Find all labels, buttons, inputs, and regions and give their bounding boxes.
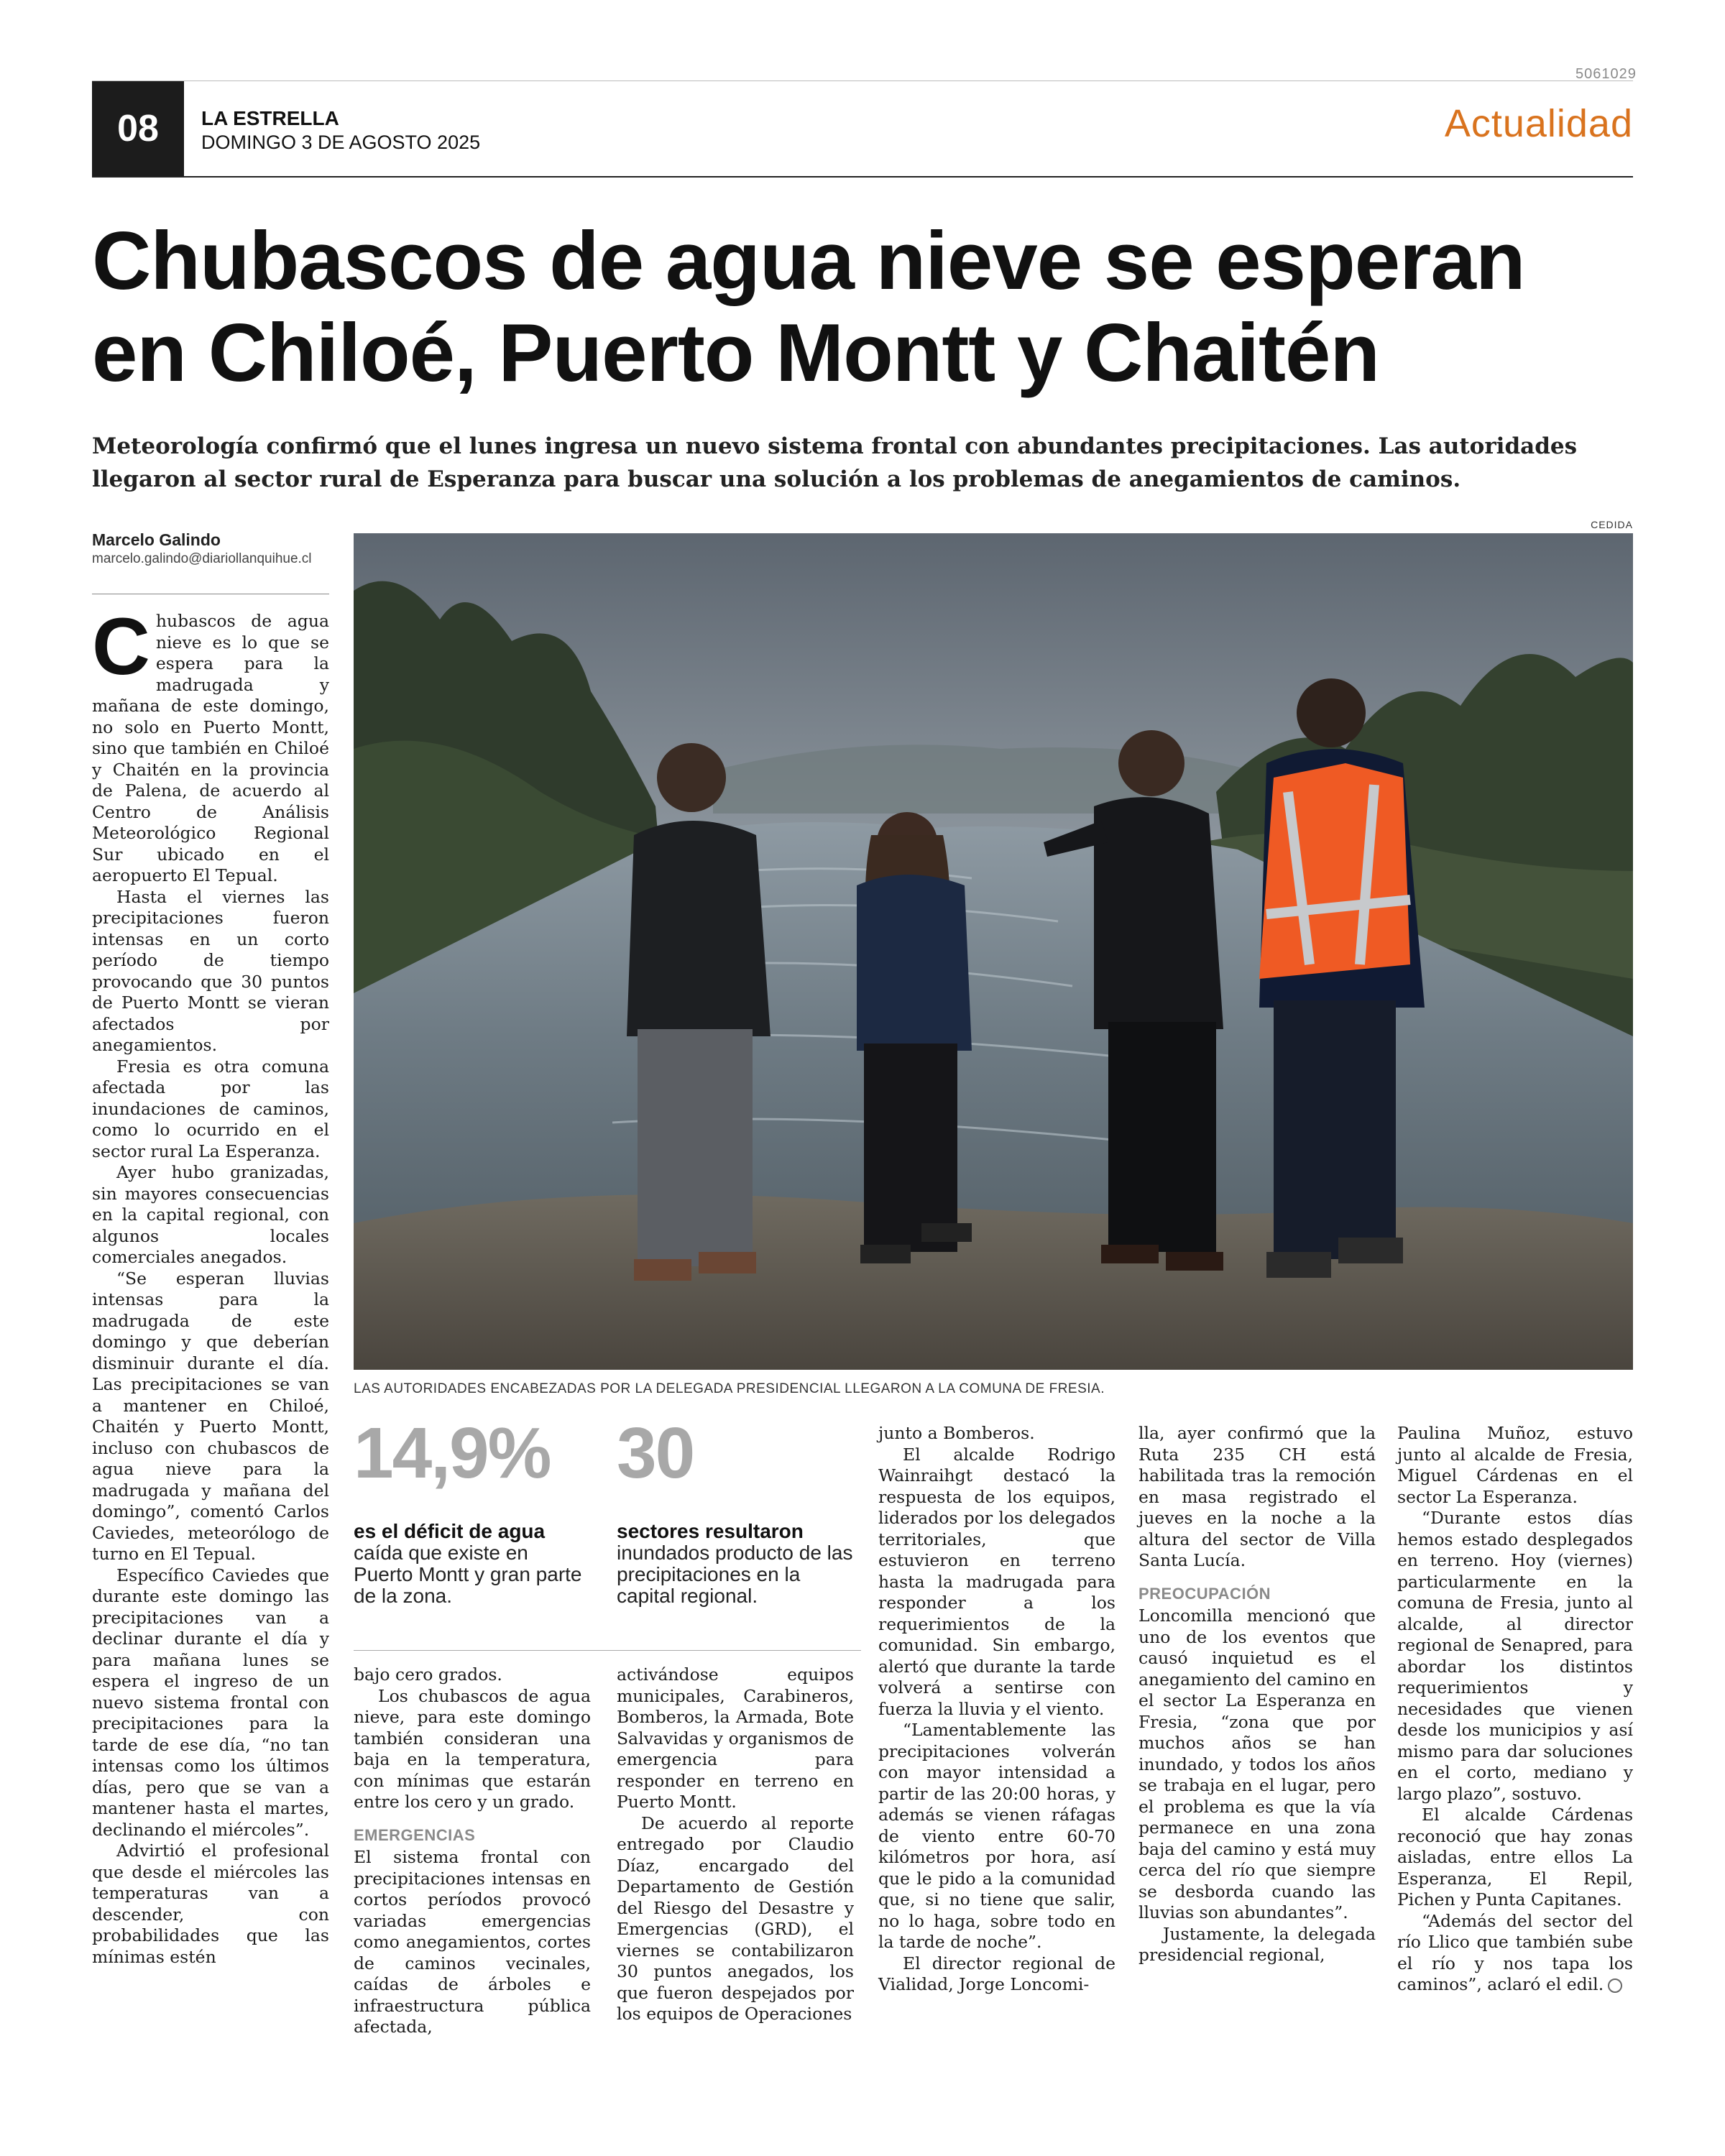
deck: Meteorología confirmó que el lunes ingresa un nuevo sistema frontal con abundantes precipitaciones. Las autoridades llegaron al sector rural de Esperanza para buscar una solución a los problemas de anegamientos de caminos. <box>92 433 1578 492</box>
paragraph-text: hubascos de agua nieve es lo que se espera para la madrugada y mañana de este domingo, no solo en Puerto Montt, sino que también en Chiloé y Chaitén en la provincia de Palena, de acuerdo al Centro de Análisis Meteorológico Regional Sur ubicado en el aeropuerto El Tepual. <box>92 611 329 885</box>
paragraph: El alcalde Cárdenas reconoció que hay zonas aisladas, entre ellos La Esperanza, El Repil, Pichen y Punta Capitanes. <box>1397 1805 1633 1909</box>
publication-name: LA ESTRELLA <box>201 107 339 129</box>
headline-line-2: en Chiloé, Puerto Montt y Chaitén <box>92 308 1380 399</box>
stat-value: 30 <box>617 1413 694 1493</box>
page-header <box>92 80 1633 178</box>
stat-deficit <box>354 1413 591 1607</box>
photo-credit: CEDIDA <box>1591 519 1633 530</box>
paragraph-text: “Además del sector del río Llico que también sube el río y nos tapa los caminos”, aclaró el edil. <box>1397 1910 1633 1994</box>
end-mark-icon <box>1608 1978 1622 1993</box>
drop-cap: C <box>92 602 150 691</box>
paragraph: Ayer hubo granizadas, sin mayores consecuencias en la capital regional, con algunos locales comerciales anegados. <box>92 1162 329 1267</box>
paragraph: Justamente, la delegada presidencial regional, <box>1138 1923 1376 1965</box>
headline-line-1: Chubascos de agua nieve se esperan <box>92 216 1525 307</box>
article-column-4 <box>878 1423 1116 1996</box>
paragraph: Fresia es otra comuna afectada por las inundaciones de caminos, como lo ocurrido en el sector rural La Esperanza. <box>92 1056 329 1161</box>
article-column-6 <box>1397 1423 1633 1996</box>
paragraph: junto a Bomberos. <box>878 1423 1035 1443</box>
stat-sectors <box>617 1413 861 1607</box>
stat-value: 14,9% <box>354 1413 551 1493</box>
byline <box>92 530 336 567</box>
paragraph: bajo cero grados. <box>354 1664 502 1685</box>
article-column-1 <box>92 602 329 1968</box>
author-email: marcelo.galindo@diariollanquihue.cl <box>92 551 312 566</box>
paragraph: Hasta el viernes las precipitaciones fueron intensas en un corto período de tiempo provocando que 30 puntos de Puerto Montt se vieran afectados por anegamientos. <box>92 886 329 1055</box>
paragraph: activándose equipos municipales, Carabineros, Bomberos, la Armada, Bote Salvavidas y organismos de emergencia para responder en terreno en Puerto Montt. <box>617 1664 854 1812</box>
paragraph: Loncomilla mencionó que uno de los eventos que causó inquietud es el anegamiento del camino en el sector La Esperanza en Fresia, “zona que por muchos años se han inundado, y todos los años se trabaja en el lugar, pero el problema es que la vía permanece en una zona baja del camino y está muy cerca del río que siempre se desborda cuando las lluvias son abundantes”. <box>1138 1606 1376 1922</box>
paragraph <box>1397 1911 1633 1996</box>
article-photo <box>354 533 1633 1370</box>
stat-text: inundados producto de las precipitaciones en la capital regional. <box>617 1542 853 1607</box>
paragraph: Los chubascos de agua nieve, para este domingo también consideran una baja en la temperatura, con mínimas que estarán entre los cero y un grado. <box>354 1685 591 1812</box>
paragraph: El alcalde Rodrigo Wainraihgt destacó la respuesta de los equipos, liderados por los delegados territoriales, que estuvieron en terreno hasta la madrugada para responder a los requerimientos de la comunidad. Sin embargo, alertó que durante la tarde volverá a sentirse con fuerza la lluvia y el viento. <box>878 1444 1116 1719</box>
publication-date: DOMINGO 3 DE AGOSTO 2025 <box>201 132 481 153</box>
author-name: Marcelo Galindo <box>92 530 221 549</box>
paragraph: Advirtió el profesional que desde el miércoles las temperaturas van a descender, con probabilidades que las mínimas estén <box>92 1841 329 1967</box>
article-column-3 <box>617 1664 854 2025</box>
headline <box>92 216 1633 400</box>
paragraph: De acuerdo al reporte entregado por Claudio Díaz, encargado del Departamento de Gestión del Riesgo del Desastre y Emergencias (GRD), el viernes se contabilizaron 30 puntos anegados, los que fueron despejados por los equipos de Operaciones <box>617 1812 854 2024</box>
subhead-preocupacion: PREOCUPACIÓN <box>1138 1584 1271 1603</box>
stat-text: caída que existe en Puerto Montt y gran parte de la zona. <box>354 1542 582 1607</box>
section-label: Actualidad <box>1444 102 1633 145</box>
stat-lead: es el déficit de agua <box>354 1520 546 1542</box>
paragraph: El sistema frontal con precipitaciones intensas en cortos períodos provocó variadas emergencias como anegamientos, cortes de caminos vecinales, caídas de árboles e infraestructura pública afectada, <box>354 1847 591 2037</box>
paragraph: Específico Caviedes que durante este domingo las precipitaciones van a declinar durante el día y para mañana lunes se espera el ingreso de un nuevo sistema frontal con precipitaciones para la tarde de ese día, “no tan intensas como los últimos días, pero que se van a mantener hasta el martes, declinando el miércoles”. <box>92 1565 329 1840</box>
paragraph: Paulina Muñoz, estuvo junto al alcalde de Fresia, Miguel Cárdenas en el sector La Esperanza. <box>1397 1423 1633 1507</box>
paragraph: “Se esperan lluvias intensas para la madrugada de este domingo y que deberían disminuir durante el día. Las precipitaciones se van a mantener en Chiloé, Chaitén y Puerto Montt, incluso con chubascos de agua nieve para la madrugada y mañana del domingo”, comentó Carlos Caviedes, meteorólogo de turno en El Tepual. <box>92 1268 329 1564</box>
stats-divider <box>354 1650 861 1651</box>
article-column-2 <box>354 1664 591 2038</box>
page-number: 08 <box>92 81 184 176</box>
paragraph: El director regional de Vialidad, Jorge Loncomi- <box>878 1953 1116 1994</box>
photo-illustration <box>354 533 1633 1370</box>
page-code: 5061029 <box>1576 66 1637 82</box>
stat-lead: sectores resultaron <box>617 1520 804 1542</box>
paragraph: “Lamentablemente las precipitaciones volverán con mayor intensidad a partir de las 20:00 horas, y además se vienen ráfagas de viento entre 60-70 kilómetros por hora, así que le pido a la comunidad que, si no tiene que salir, no lo haga, sobre todo en la tarde de noche”. <box>878 1720 1116 1952</box>
paragraph: lla, ayer confirmó que la Ruta 235 CH está habilitada tras la remoción en masa registrado el jueves en la noche a la altura del sector de Villa Santa Lucía. <box>1138 1423 1376 1570</box>
paragraph: “Durante estos días hemos estado desplegados en terreno. Hoy (viernes) particularmente en la comuna de Fresia, junto al alcalde, al director regional de Senapred, para abordar los distintos requerimientos y necesidades que vienen desde los municipios y así mismo para dar soluciones en el corto, mediano y largo plazo”, sostuvo. <box>1397 1508 1633 1804</box>
subhead-emergencias: EMERGENCIAS <box>354 1825 476 1844</box>
photo-caption: LAS AUTORIDADES ENCABEZADAS POR LA DELEGADA PRESIDENCIAL LLEGARON A LA COMUNA DE FRESIA. <box>354 1381 1105 1396</box>
article-column-5 <box>1138 1423 1376 1966</box>
paragraph <box>92 602 329 887</box>
